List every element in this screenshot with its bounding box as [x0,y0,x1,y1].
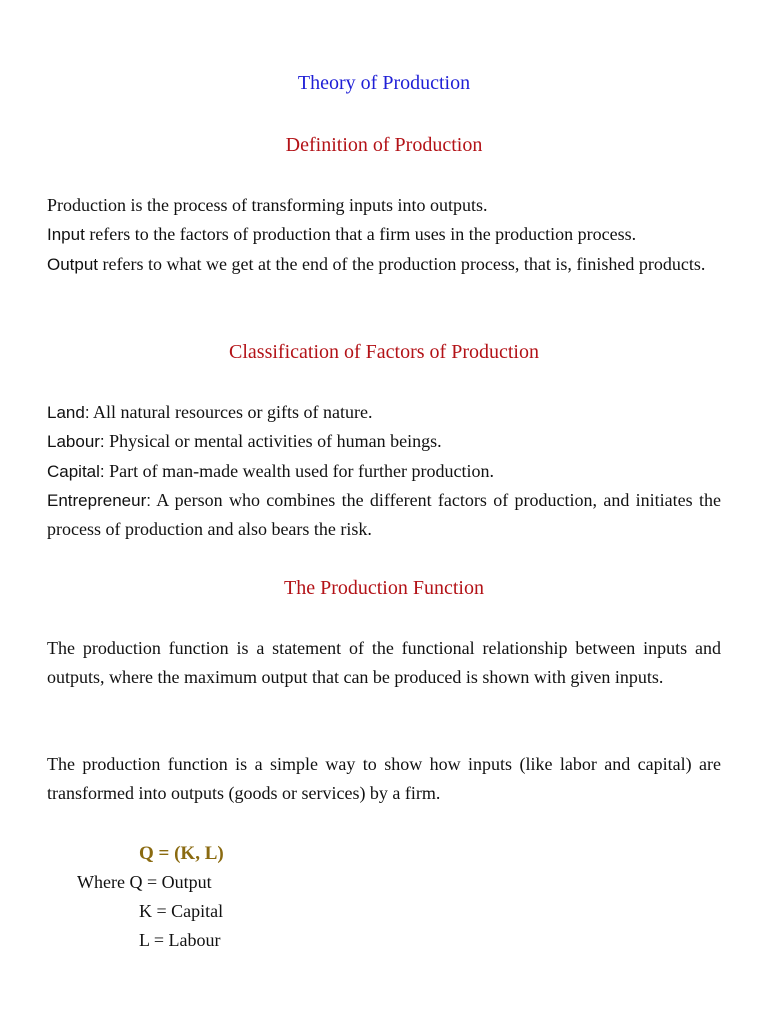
output-term: Output [47,254,99,274]
input-text: refers to the factors of production that a firm uses in the production process. [84,224,637,245]
labour-term: Labour: [47,432,105,452]
capital-term: Capital: [47,461,105,481]
input-term: Input [47,225,85,245]
production-function-paragraph-1: The production function is a statement of the functional relationship between inputs and outputs, where the maximum output that can be produced is shown with given inputs. [47,638,721,688]
production-function-formula: Q = (K, L) [139,843,224,864]
labour-item [47,427,721,456]
entrepreneur-item [47,486,721,545]
legend-k: K = Capital [139,901,224,921]
entrepreneur-text: A person who combines the different factors of production, and initiates the process of production and also bears the risk. [47,489,721,540]
entrepreneur-term: Entrepreneur: [47,490,151,510]
legend-l: L = Labour [139,930,221,950]
classification-paragraph [47,398,721,544]
production-function-paragraph-2: The production function is a simple way to show how inputs (like labor and capital) are transformed into outputs (goods or services) by a firm. [47,754,721,804]
capital-text: Part of man-made wealth used for further production. [104,460,495,481]
definition-paragraph [47,191,721,279]
land-term: Land: [47,403,90,422]
formula-legend [77,868,224,955]
output-text: refers to what we get at the end of the production process, that is, finished products. [98,253,706,274]
input-definition [47,220,721,249]
section-heading-production-function: The Production Function [284,577,484,599]
definition-line: Production is the process of transforming inputs into outputs. [47,195,488,215]
capital-item [47,457,721,486]
section-heading-classification: Classification of Factors of Production [229,341,539,363]
legend-where-q: Where Q = Output [77,872,212,892]
land-text: All natural resources or gifts of nature. [89,402,373,422]
output-definition [47,250,721,279]
section-heading-definition: Definition of Production [285,134,483,156]
document-title: Theory of Production [297,72,471,94]
land-item [47,398,721,427]
labour-text: Physical or mental activities of human beings. [104,431,442,452]
